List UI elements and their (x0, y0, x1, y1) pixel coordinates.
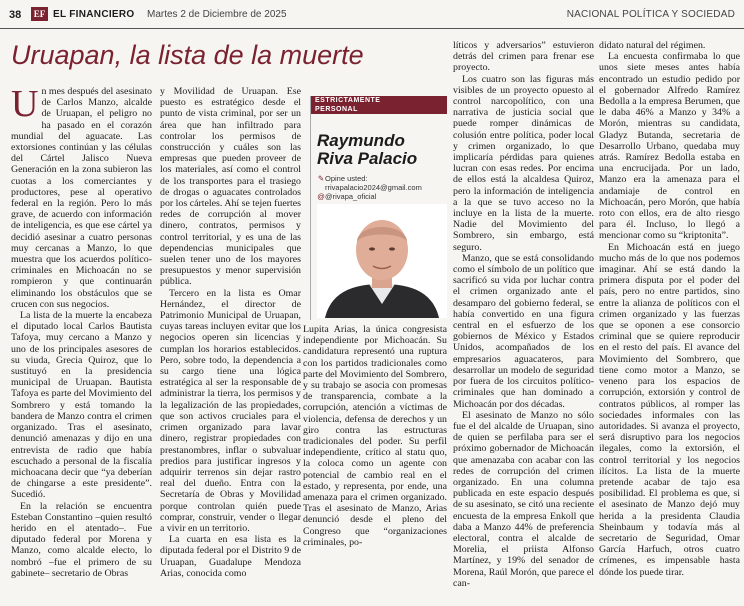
issue-date: Martes 2 de Diciembre de 2025 (147, 9, 287, 20)
article-paragraph: Lupita Arias, la única congresista independiente por Michoacán. Su candidatura representó una ruptura con los partidos tradicionales como parte del Movimiento del Sombrero, y su trabajo se asocia con promesas de transparencia, combate a la corrupción, atención a víctimas de violencia, defensa de derechos y un giro contra las estructuras tradicionales del poder. Su perfil independiente, crítico al statu quo, la coloca como un agente con potencial de cambio real en el estado, y representa, por ende, una amenaza para el crimen organizado. Tras el asesinato de Manzo, Arias denunció desde el pleno del Congreso que “organizaciones criminales, po- (303, 324, 447, 548)
article-paragraph: Un mes después del asesinato de Carlos Manzo, alcalde de Uruapan, el peligro no ha pasado en el corazón mundial del aguacate. Las extorsiones continúan y las células del Cártel Jalisco Nueva Generación en la zona subieron las cuotas a los comerciantes y productores, pese al operativo federal en la región. Pero lo más grave, de acuerdo con información de inteligencia, es que ese cártel ya decidió asesinar a cuatro personas muy cercanas a Manzo, lo que muestra que los acuerdos político-criminales en Michoacán no se rompieron y que continuarán eliminando los obstáculos que se crucen con sus negocios. (11, 86, 152, 310)
section-name: NACIONAL POLÍTICA Y SOCIEDAD (566, 9, 735, 20)
brand-name: EL FINANCIERO (53, 9, 135, 20)
article-paragraph: Manzo, que se está consolidando como el símbolo de un político que sacrificó su vida por luchar contra el crimen organizado ante el desamparo del gobierno federal, se había convertido en una figura central en el esfuerzo de los gobiernos de México y Estados Unidos, acompañados de los empresarios aguacateros, para desarrollar un modelo de seguridad por fuera de los circuitos político-criminales que han dominado a Michoacán por dos décadas. (453, 252, 594, 410)
article-paragraph: El asesinato de Manzo no sólo fue el del alcalde de Uruapan, sino de quien se perfilaba para ser el próximo gobernador de Michoacán que amenazaba con acabar con las redes de corrupción del crimen organizado. En una columna publicada en este espacio después de su asesinato, se citó una reciente encuesta de la empresa Enkoll que daba a Manzo 44% de preferencia electoral, contra el alcalde de Morelia, el priista Alfonso Martínez, y 19% del senador de Morena, Raúl Morón, que parece el can- (453, 409, 594, 589)
author-email[interactable]: rrivapalacio2024@gmail.com (325, 183, 422, 192)
article-paragraph: y Movilidad de Uruapan. Ese puesto es estratégico desde el punto de vista criminal, por ser un área que han infiltrado para controlar los permisos de construcción y cuáles son las empresas que pueden proveer de los materiales, así como el control de los transportes para el trasiego de drogas o aguacates controlados por los cárteles. Ahí se tejen fuertes redes de corrupción al mover dinero, contratos, permisos y control territorial, y es una de las dependencias municipales que suelen tener uno de los mayores presupuestos y menor supervisión pública. (160, 86, 301, 288)
article-paragraph: La encuesta confirmaba lo que unos siete meses antes había encontrado un estudio pedido por el gobernador Alfredo Ramírez Bedolla a la empresa Berumen, que le daba 46% a Manzo y 34% a Morón, mientras su candidata, Gladyz Butanda, secretaria de Desarrollo Urbano, quedaba muy atrás. Ramírez Bedolla estaba en una encrucijada. Por un lado, Manzo era la amenaza para el andamiaje de control en Michoacán, pero Morón, que había roto con ellos, era de alto riesgo para él. Incluso, lo llegó a mencionar como su “kriptonita”. (599, 51, 740, 242)
article-paragraph: En Michoacán está en juego mucho más de lo que nos podemos imaginar. Ahí se está dando la primera disputa por el poder del país, pero no entre partidos, sino entre la alianza de políticos con el crimen organizado y las fuerzas que se oponen a ese consorcio criminal que se quiere reproducir en el resto del país. El avance del Movimiento del Sombrero, que tiene como motor a Manzo, se veneno para los espacios de corrupción, extorsión y control de contratos públicos, al romper las sociedades informales con las autoridades. Si avanza el proyecto, será disruptivo para los negocios ilegales, como la extorsión, el control territorial y los negocios ilícitos. La lista de la muerte pretende acabar de tajo esa posibilidad. El problema es que, si el asesinato de Manzo dejó muy herida a la presidenta Claudia Sheinbaum y todavía más al secretario de Seguridad, Omar García Harfuch, otros cuatro crímenes, es impensable hasta dónde los puede tirar. (599, 241, 740, 578)
page-number: 38 (9, 9, 22, 21)
author-photo (317, 204, 447, 318)
article-paragraph: Los cuatro son las figuras más visibles de un proyecto opuesto al control narcopolítico, con una narrativa de justicia social que puede romper dinámicas de colusión entre política, poder local y crimen organizado, lo que implicaría pérdidas para quienes lucran con esas redes. Por encima de ellos está la alcaldesa Quiroz, pero la información de inteligencia a la que se tuvo acceso no la incluye en la lista de la muerte. Nadie del Movimiento del Sombrero, sin embargo, está seguro. (453, 73, 594, 253)
article-headline: Uruapan, la lista de la muerte (11, 40, 364, 70)
article-paragraph: La lista de la muerte la encabeza el diputado local Carlos Bautista Tafoya, muy cercano a Manzo y uno de los principales asesores de su viuda, Grecia Quiroz, que lo sustituyó en la presidencia municipal de Uruapan. Bautista Tafoya es parte del Movimiento del Sombrero y está tomando la bandera de Manzo contra el crimen organizado. Tras el asesinato, denunció amenazas y dijo en una entrevista de radio que había escuchado a personal de la fiscalía michoacana decir que “ya deberían de chingarse a este presidente”. Sucedió. (11, 310, 152, 501)
article-paragraph: En la relación se encuentra Esteban Constantino –quien resultó herido en el atentado–. Fue diputado federal por Morena y Manzo, como alcalde electo, lo nombró –fue el primero de su gabinete– secretario de Obras (11, 500, 152, 579)
brand-logo-icon: EF (31, 7, 48, 21)
article-paragraph: La cuarta en esa lista es la diputada federal por el Distrito 9 de Uruapan, Guadalupe Mendoza Arias, conocida como (160, 534, 301, 579)
article-column-5 (599, 40, 740, 600)
article-column-1 (11, 86, 152, 600)
article-paragraph: didato natural del régimen. (599, 40, 706, 51)
column-tag: ESTRICTAMENTE PERSONAL (311, 96, 447, 114)
article-column-3 (303, 324, 447, 600)
comment-icon: ✎ (317, 174, 325, 183)
author-name: Raymundo Riva Palacio (317, 131, 418, 168)
author-box (310, 96, 447, 320)
article-paragraph: Tercero en la lista es Omar Hernández, el director de Patrimonio Municipal de Uruapan, cuyas tareas incluyen evitar que los negocios operen sin licencias y cumplan los horarios establecidos. Pero, sobre todo, la dependencia a su cargo tiene una lógica estratégica al ser la responsable de administrar la tierra, los permisos y la legalización de las propiedades, que son activos cruciales para el crimen organizado para lavar dinero, registrar propiedades con prestanombres, inflar o subvaluar predios para justificar ingresos y adquirir terrenos sin dejar rastro real del dueño. Entra con la Secretaría de Obras y Movilidad porque controlan quién puede comprar, construir, vender o llegar a vivir en un territorio. (160, 287, 301, 534)
author-portrait-icon (317, 204, 447, 318)
article-paragraph: líticos y adversarios” estuvieron detrás del crimen para frenar ese proyecto. (453, 40, 594, 74)
author-contact: ✎Opine usted: rrivapalacio2024@gmail.com @@rivapa_oficial (317, 174, 449, 201)
article-column-2 (160, 86, 301, 600)
article-column-4 (453, 40, 594, 600)
page-header (0, 0, 744, 29)
social-handle-icon: @ (317, 192, 325, 201)
author-handle[interactable]: @rivapa_oficial (325, 192, 377, 201)
drop-cap: U (11, 86, 39, 125)
